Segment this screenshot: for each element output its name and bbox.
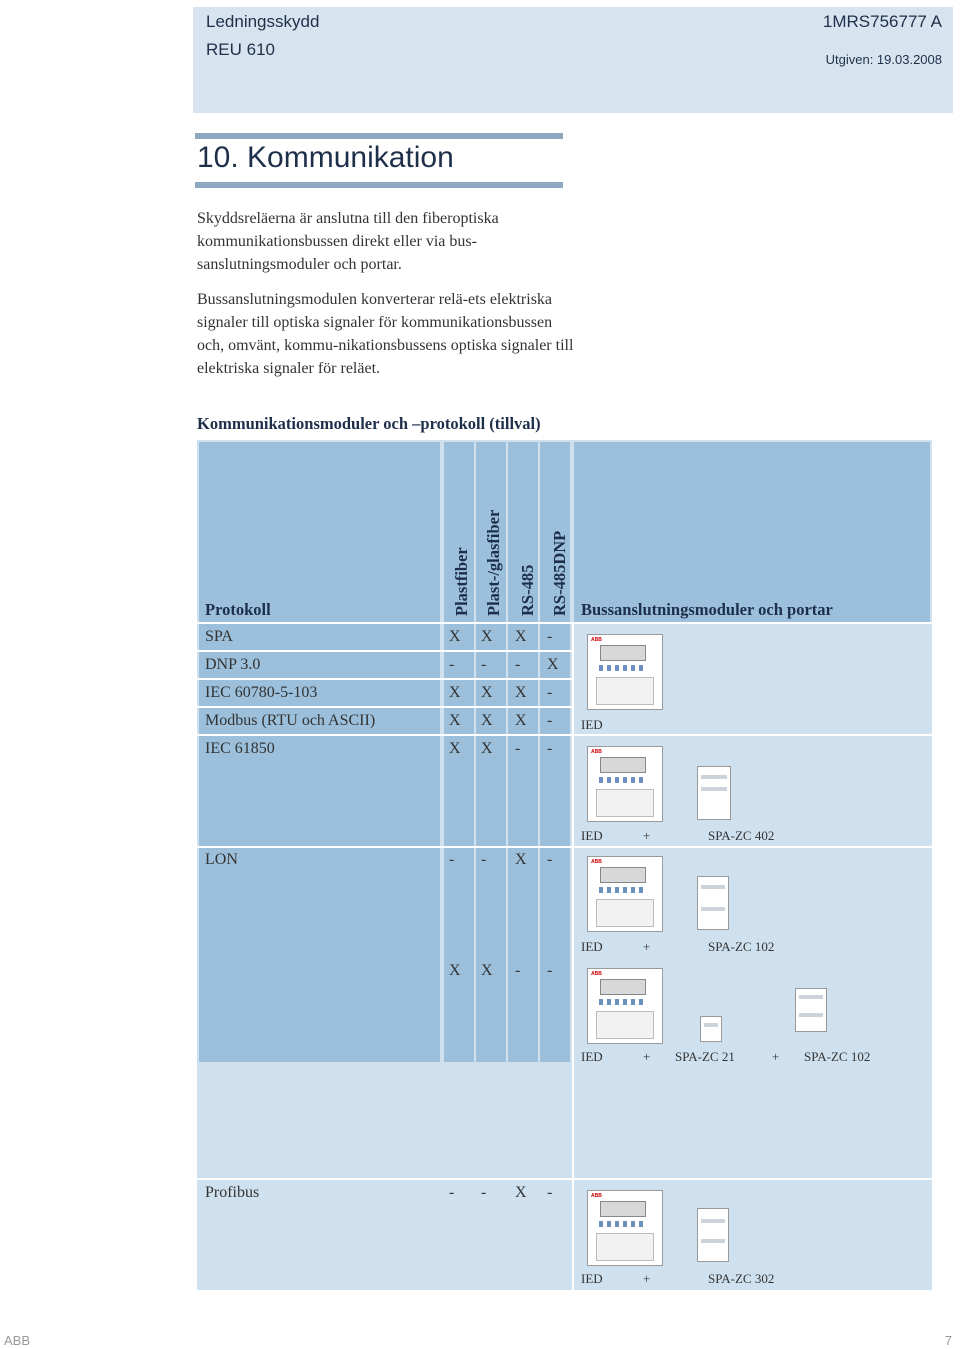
header-rs485dnp: RS-485DNP — [550, 530, 569, 616]
ied-device-image: ABB — [587, 968, 663, 1044]
caption-plus: + — [643, 939, 651, 954]
caption-plus: + — [643, 1049, 651, 1064]
value: X — [449, 628, 461, 645]
row-divider — [197, 678, 573, 680]
value: X — [481, 628, 493, 645]
caption-plus: + — [643, 1271, 651, 1286]
spa-zc-402-module-image — [697, 766, 731, 820]
protocol-lon: LON — [205, 851, 238, 868]
value: - — [547, 628, 553, 645]
caption-ied: IED — [581, 717, 603, 732]
value: - — [547, 712, 553, 729]
paragraph-1: Skyddsreläerna är anslutna till den fiberoptiska kommunikationsbussen direkt eller via bus-sanslutningsmoduler och portar. — [197, 210, 499, 273]
page-number: 7 — [944, 1333, 952, 1348]
caption-ied: IED — [581, 1049, 603, 1064]
value: X — [449, 684, 461, 701]
value: X — [449, 712, 461, 729]
header-cell-col3 — [508, 442, 538, 1062]
value: - — [481, 1184, 487, 1201]
value: X — [515, 684, 527, 701]
row-divider — [197, 734, 932, 736]
column-divider — [572, 622, 574, 1290]
value: X — [481, 712, 493, 729]
caption-spa-zc-402: SPA-ZC 402 — [708, 828, 775, 843]
protocol-iec103: IEC 60780-5-103 — [205, 684, 318, 701]
caption-ied: IED — [581, 1271, 603, 1286]
value: - — [481, 851, 487, 868]
caption-ied: IED — [581, 939, 603, 954]
value: - — [547, 684, 553, 701]
header-protocol: Protokoll — [205, 600, 271, 619]
row-divider — [197, 706, 573, 708]
title-rule-top — [195, 133, 563, 139]
value: X — [481, 684, 493, 701]
protocol-modbus: Modbus (RTU och ASCII) — [205, 712, 376, 729]
value: X — [481, 740, 493, 757]
communication-table — [197, 440, 932, 1290]
header-product-name: REU 610 — [206, 40, 275, 59]
protocol-dnp: DNP 3.0 — [205, 656, 261, 673]
header-document-id: 1MRS756777 A — [822, 12, 942, 31]
value: X — [481, 962, 493, 979]
header-product-category: Ledningsskydd — [206, 12, 320, 31]
row-divider — [197, 650, 573, 652]
spa-zc-302-module-image — [697, 1208, 729, 1262]
title-rule-bottom — [195, 182, 563, 188]
spa-zc-102-module-image — [697, 876, 729, 930]
caption-ied: IED — [581, 828, 603, 843]
ied-device-image: ABB — [587, 634, 663, 710]
row-divider — [197, 622, 932, 624]
value: X — [449, 962, 461, 979]
paragraph-2: Bussanslutningsmodulen konverterar relä-ets elektriska signaler till optiska signaler för kommunikationsbussen och, omvänt, kommu-nikationsbussens optiska signaler till elektriska signaler för reläet. — [197, 291, 574, 377]
caption-spa-zc-302: SPA-ZC 302 — [708, 1271, 775, 1286]
value: X — [515, 628, 527, 645]
value: X — [547, 656, 559, 673]
protocol-profibus: Profibus — [205, 1184, 260, 1201]
caption-plus: + — [772, 1049, 780, 1064]
value: - — [449, 1184, 455, 1201]
caption-plus: + — [643, 828, 651, 843]
footer-brand: ABB — [4, 1333, 31, 1348]
protocol-iec61850: IEC 61850 — [205, 740, 275, 757]
header-plast-glasfiber: Plast-/glasfiber — [484, 509, 503, 616]
row-divider — [197, 1178, 932, 1180]
value: X — [449, 740, 461, 757]
value: - — [449, 656, 455, 673]
table-title: Kommunikationsmoduler och –protokoll (tillval) — [197, 414, 541, 433]
header-issue-date: Utgiven: 19.03.2008 — [825, 52, 942, 67]
header-modules: Bussanslutningsmoduler och portar — [581, 600, 833, 619]
value: X — [515, 1184, 527, 1201]
spa-zc-102-module-image — [795, 988, 827, 1032]
caption-spa-zc-21: SPA-ZC 21 — [675, 1049, 735, 1064]
header-plastfiber: Plastfiber — [452, 547, 471, 616]
protocol-spa: SPA — [205, 628, 233, 645]
ied-device-image: ABB — [587, 856, 663, 932]
value: X — [515, 851, 527, 868]
value: - — [547, 1184, 553, 1201]
value: - — [515, 656, 521, 673]
value: - — [449, 851, 455, 868]
ied-device-image: ABB — [587, 746, 663, 822]
header-cell-modules — [574, 442, 930, 622]
value: X — [515, 712, 527, 729]
ied-device-image: ABB — [587, 1190, 663, 1266]
value: - — [481, 656, 487, 673]
header-rs485: RS-485 — [518, 564, 537, 616]
value: - — [515, 962, 521, 979]
caption-spa-zc-102: SPA-ZC 102 — [708, 939, 775, 954]
value: - — [515, 740, 521, 757]
value: - — [547, 851, 553, 868]
caption-spa-zc-102: SPA-ZC 102 — [804, 1049, 871, 1064]
row-divider — [197, 846, 932, 848]
section-title: 10. Kommunikation — [197, 141, 454, 174]
value: - — [547, 962, 553, 979]
value: - — [547, 740, 553, 757]
spa-zc-21-module-image — [700, 1016, 722, 1042]
